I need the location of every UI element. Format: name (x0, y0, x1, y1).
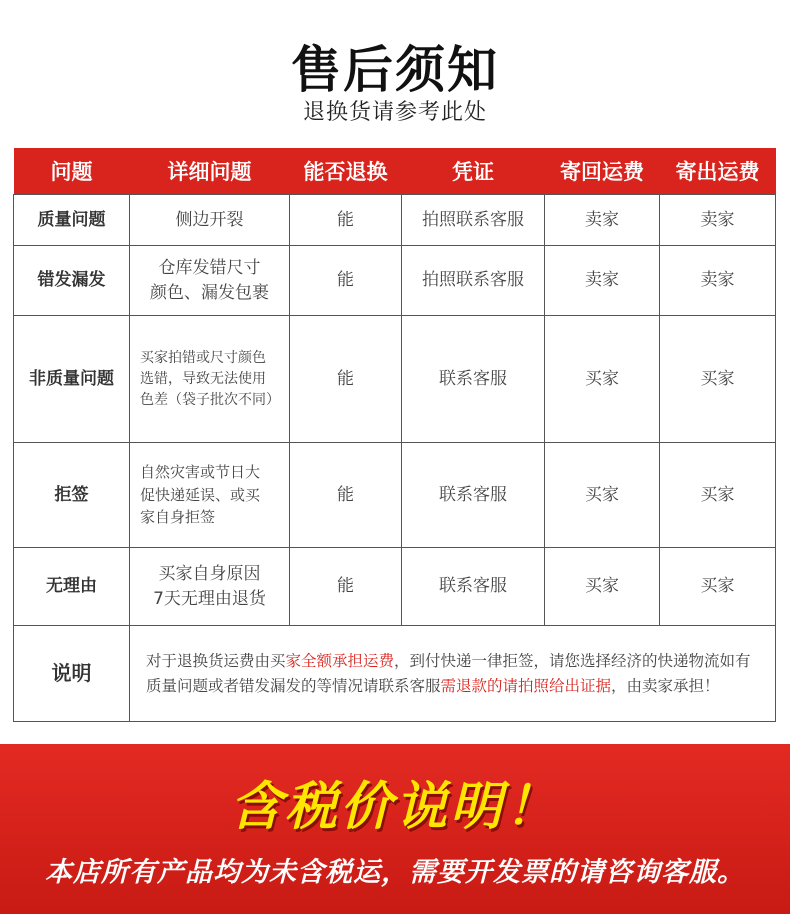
issue-cell: 质量问题 (14, 195, 130, 246)
note-text-part: ，由卖家承担！ (611, 676, 720, 695)
table-row (14, 316, 776, 443)
returnable-cell: 能 (290, 548, 402, 626)
table-row (14, 246, 776, 316)
return-fee-cell: 卖家 (545, 195, 660, 246)
column-header-issue: 问题 (14, 148, 130, 195)
proof-cell: 拍照联系客服 (402, 246, 545, 316)
issue-cell: 非质量问题 (14, 316, 130, 443)
send-fee-cell: 卖家 (660, 195, 776, 246)
note-text (130, 626, 776, 722)
table-row (14, 548, 776, 626)
issue-cell: 无理由 (14, 548, 130, 626)
proof-cell: 联系客服 (402, 316, 545, 443)
detail-line: 侧边开裂 (175, 209, 244, 230)
returnable-cell: 能 (290, 246, 402, 316)
return-fee-cell: 买家 (545, 443, 660, 548)
tax-banner (0, 744, 790, 914)
return-fee-cell: 卖家 (545, 246, 660, 316)
detail-line: 买家拍错或尺寸颜色 (140, 349, 266, 366)
send-fee-cell: 买家 (660, 548, 776, 626)
detail-line: 颜色、漏发包裹 (150, 282, 269, 303)
send-fee-cell: 卖家 (660, 246, 776, 316)
table-row (14, 443, 776, 548)
banner-subtitle: 本店所有产品均为未含税运，需要开发票的请咨询客服。 (45, 857, 745, 888)
note-highlight: 需退款的请拍照给出证据 (440, 676, 612, 695)
proof-cell: 联系客服 (402, 443, 545, 548)
detail-line: 选错，导致无法使用 (140, 370, 266, 387)
column-header-detail: 详细问题 (130, 148, 290, 195)
table-header-row (14, 148, 776, 195)
proof-cell: 联系客服 (402, 548, 545, 626)
returnable-cell: 能 (290, 443, 402, 548)
detail-cell (130, 316, 290, 443)
column-header-send-fee: 寄出运费 (660, 148, 776, 195)
banner-title: 含税价说明！ (229, 777, 560, 837)
proof-cell: 拍照联系客服 (402, 195, 545, 246)
page-subtitle: 退换货请参考此处 (302, 100, 487, 125)
detail-line: 自然灾害或节日大 (140, 463, 261, 482)
detail-cell (130, 246, 290, 316)
return-fee-cell: 买家 (545, 548, 660, 626)
note-text-part: 对于退换货运费由买 (146, 652, 286, 671)
detail-cell (130, 443, 290, 548)
detail-line: 促快递延误、或买 (140, 485, 261, 504)
issue-cell: 拒签 (14, 443, 130, 548)
detail-line: 买家自身原因 (158, 563, 261, 584)
detail-line: 家自身拒签 (140, 508, 216, 527)
detail-cell (130, 195, 290, 246)
send-fee-cell: 买家 (660, 316, 776, 443)
detail-cell (130, 548, 290, 626)
returnable-cell: 能 (290, 316, 402, 443)
return-fee-cell: 买家 (545, 316, 660, 443)
detail-line: 色差（袋子批次不同） (140, 391, 280, 408)
column-header-proof: 凭证 (402, 148, 545, 195)
detail-line: 仓库发错尺寸 (158, 257, 261, 278)
note-row (14, 626, 776, 722)
note-text-part: ，到付快递一律拒签，请您选择经济的快递物流如有质量问题或者错发漏发的等情况请联系客服 (146, 652, 751, 695)
issue-cell: 错发漏发 (14, 246, 130, 316)
after-sales-table (13, 148, 775, 722)
column-header-returnable: 能否退换 (290, 148, 402, 195)
returnable-cell: 能 (290, 195, 402, 246)
page-title: 售后须知 (291, 41, 499, 99)
note-label: 说明 (14, 626, 130, 722)
send-fee-cell: 买家 (660, 443, 776, 548)
note-highlight: 家全额承担运费 (285, 652, 395, 671)
table-row (14, 195, 776, 246)
detail-line: 7天无理由退货 (153, 588, 266, 609)
column-header-return-fee: 寄回运费 (545, 148, 660, 195)
